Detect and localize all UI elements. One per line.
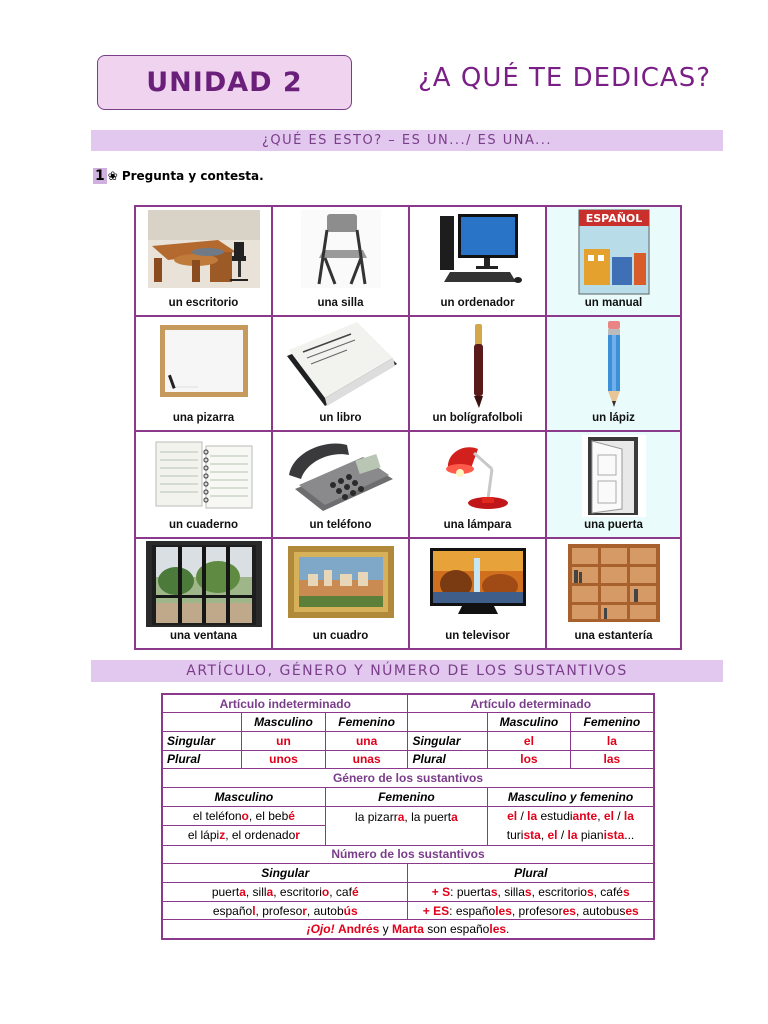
number-singular-2: español, profesor, autobús — [162, 901, 408, 920]
header-indefinite-article: Artículo indeterminado — [162, 694, 408, 713]
vocab-label: un libro — [319, 412, 362, 424]
vocab-cell — [547, 432, 680, 539]
manual-cover-title: ESPAÑOL — [585, 212, 642, 225]
whiteboard-icon — [158, 321, 250, 405]
vocab-label: una puerta — [584, 519, 643, 531]
article-unas: unas — [325, 750, 408, 769]
col-femenino: Femenino — [325, 713, 408, 732]
number-plural-2: + ES: españoles, profesores, autobuses — [408, 901, 654, 920]
header-number: Número de los sustantivos — [162, 845, 654, 864]
row-plural: Plural — [408, 750, 488, 769]
col-masculino: Masculino — [162, 787, 325, 806]
header-gender: Género de los sustantivos — [162, 769, 654, 788]
book-icon — [281, 320, 401, 410]
chair-icon — [301, 210, 381, 288]
gender-example-fem: la pizarra, la puerta — [325, 806, 487, 845]
article-unos: unos — [242, 750, 326, 769]
computer-icon — [430, 210, 526, 286]
col-plural: Plural — [408, 864, 654, 883]
vocab-cell — [273, 207, 410, 317]
vocabulary-grid — [134, 205, 682, 650]
vocab-label: un cuaderno — [168, 519, 238, 531]
article-las: las — [570, 750, 654, 769]
vocab-label: un manual — [584, 297, 643, 309]
exercise-number: 1 — [95, 168, 105, 184]
unit-title: UNIDAD 2 — [146, 67, 303, 98]
vocab-cell — [547, 207, 680, 317]
shelf-icon — [564, 542, 664, 624]
desk-icon — [148, 210, 260, 288]
row-plural: Plural — [162, 750, 242, 769]
unit-box — [97, 55, 352, 110]
painting-icon — [286, 544, 396, 620]
col-masculino: Masculino — [242, 713, 326, 732]
row-singular: Singular — [408, 731, 488, 750]
header-definite-article: Artículo determinado — [408, 694, 654, 713]
gender-example-mf: el / la estudiante, el / la turista, el / la pianista... — [488, 806, 654, 845]
lamp-icon — [430, 435, 526, 515]
page-title: ¿A QUÉ TE DEDICAS? — [418, 63, 711, 93]
number-plural-1: + S: puertas, sillas, escritorios, cafés — [408, 883, 654, 902]
vocab-label: un televisor — [445, 630, 510, 642]
speech-icon: ❀ — [107, 169, 118, 183]
grammar-table — [161, 693, 655, 940]
vocab-label: una pizarra — [172, 412, 235, 424]
col-femenino: Femenino — [570, 713, 654, 732]
article-un: un — [242, 731, 326, 750]
gender-example-masc-2: el lápiz, el ordenador — [162, 826, 325, 846]
vocab-cell — [136, 539, 273, 648]
number-singular-1: puerta, silla, escritorio, café — [162, 883, 408, 902]
col-masc-fem: Masculino y femenino — [488, 787, 654, 806]
gender-example-masc-1: el teléfono, el bebé — [162, 806, 325, 826]
vocab-label: una silla — [317, 297, 364, 309]
article-los: los — [488, 750, 571, 769]
vocab-cell — [410, 539, 547, 648]
article-una: una — [325, 731, 408, 750]
col-singular: Singular — [162, 864, 408, 883]
article-la: la — [570, 731, 654, 750]
note-ojo: ¡Ojo! Andrés y Marta son españoles. — [162, 920, 654, 939]
window-icon — [146, 541, 262, 627]
pencil-icon — [594, 319, 634, 411]
vocab-label: un ordenador — [440, 297, 515, 309]
vocab-cell — [136, 207, 273, 317]
vocab-cell — [547, 317, 680, 432]
vocab-cell — [273, 317, 410, 432]
section-title-grammar: ARTÍCULO, GÉNERO Y NÚMERO DE LOS SUSTANTIVOS — [91, 660, 723, 682]
vocab-cell — [410, 207, 547, 317]
notebook-icon — [152, 436, 256, 514]
tv-icon — [426, 544, 530, 620]
section-title-vocab: ¿QUÉ ES ESTO? – ES UN.../ ES UNA... — [91, 130, 723, 151]
vocab-label: una estantería — [574, 630, 653, 642]
vocab-cell — [136, 317, 273, 432]
vocab-cell — [136, 432, 273, 539]
vocab-label: una ventana — [169, 630, 238, 642]
row-singular: Singular — [162, 731, 242, 750]
vocab-label: un lápiz — [592, 412, 635, 424]
pen-icon — [443, 320, 513, 410]
vocab-cell — [547, 539, 680, 648]
door-icon — [582, 435, 646, 517]
telephone-icon — [283, 435, 399, 515]
exercise-instruction — [93, 168, 264, 184]
book-cover-icon — [578, 209, 650, 295]
vocab-label: un cuadro — [312, 630, 369, 642]
vocab-cell — [273, 539, 410, 648]
vocab-cell — [273, 432, 410, 539]
vocab-label: un escritorio — [168, 297, 239, 309]
article-el: el — [488, 731, 571, 750]
exercise-text: Pregunta y contesta. — [121, 169, 264, 183]
col-femenino: Femenino — [325, 787, 487, 806]
vocab-cell — [410, 432, 547, 539]
col-masculino: Masculino — [488, 713, 571, 732]
vocab-label: un bolígrafolboli — [432, 412, 523, 424]
vocab-cell — [410, 317, 547, 432]
vocab-label: un teléfono — [309, 519, 372, 531]
vocab-label: una lámpara — [443, 519, 512, 531]
